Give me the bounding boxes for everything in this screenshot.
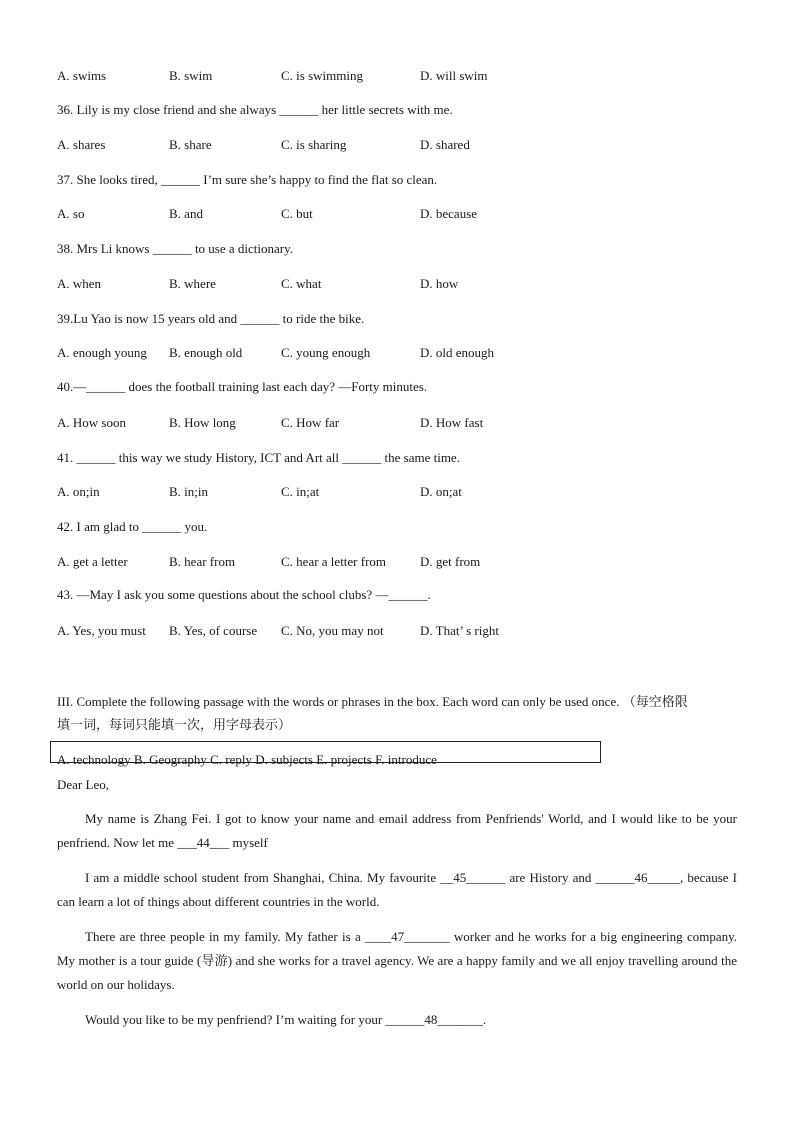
option-b: B. enough old [169,345,243,360]
word-box [50,741,601,767]
q35-options [57,68,617,86]
section-heading-cn: 填一词，每词只能填一次，用字母表示） [57,717,292,732]
option-a: A. enough young [57,345,147,360]
option-d: D. get from [420,554,481,569]
q39-options [57,345,617,363]
option-c: C. in;at [281,484,320,499]
option-c: C. hear a letter from [281,554,387,569]
option-b: B. How long [169,415,236,430]
q40-stem: 40.—______ does the football training last each day? —Forty minutes. [57,379,428,394]
option-d: D. shared [420,137,470,152]
q43-options [57,623,617,641]
option-a: A. Yes, you must [57,623,146,638]
option-a: A. get a letter [57,554,128,569]
letter-paragraph-4: Would you like to be my penfriend? I’m waiting for your ______48_______. [85,1012,487,1027]
q39-stem: 39.Lu Yao is now 15 years old and ______ to ride the bike. [57,311,365,326]
option-c: C. is swimming [281,68,363,83]
word-box-text: A. technology B. Geography C. reply D. subjects E. projects F. introduce [57,752,437,767]
option-d: D. how [420,276,459,291]
q37-stem: 37. She looks tired, ______ I’m sure she’s happy to find the flat so clean. [57,172,438,187]
option-b: B. Yes, of course [169,623,258,638]
q38-stem: 38. Mrs Li knows ______ to use a dictionary. [57,241,294,256]
letter-paragraph-3: There are three people in my family. My father is a ____47_______ worker and he works for a big engineering company. My mother is a tour guide (导游) and she works for a travel agency. We are a happy family and we all enjoy travelling around the world on our holidays. [57,929,738,992]
option-c: C. what [281,276,322,291]
option-b: B. swim [169,68,213,83]
q42-stem: 42. I am glad to ______ you. [57,519,208,534]
option-c: C. How far [281,415,340,430]
q36-stem: 36. Lily is my close friend and she always ______ her little secrets with me. [57,102,453,117]
option-c: C. No, you may not [281,623,384,638]
q41-stem: 41. ______ this way we study History, ICT and Art all ______ the same time. [57,450,460,465]
option-b: B. and [169,206,203,221]
option-b: B. in;in [169,484,209,499]
option-a: A. swims [57,68,107,83]
q42-options [57,554,617,572]
option-d: D. How fast [420,415,484,430]
option-d: D. That’ s right [420,623,499,638]
q43-stem: 43. —May I ask you some questions about the school clubs? —______. [57,587,431,602]
option-d: D. because [420,206,478,221]
letter-greeting: Dear Leo, [57,777,109,792]
option-c: C. is sharing [281,137,347,152]
option-b: B. where [169,276,216,291]
q36-options [57,137,617,155]
option-d: D. will swim [420,68,488,83]
q38-options [57,276,617,294]
option-a: A. when [57,276,102,291]
q40-options [57,415,617,433]
option-c: C. young enough [281,345,371,360]
option-d: D. on;at [420,484,462,499]
option-b: B. hear from [169,554,236,569]
option-d: D. old enough [420,345,495,360]
option-c: C. but [281,206,313,221]
section-heading: III. Complete the following passage with the words or phrases in the box. Each word can only be used once. （每空格限 [57,694,688,709]
option-a: A. shares [57,137,106,152]
option-a: A. How soon [57,415,126,430]
option-a: A. so [57,206,85,221]
q41-options [57,484,617,502]
option-b: B. share [169,137,212,152]
q37-options [57,206,617,224]
letter-paragraph-2: I am a middle school student from Shanghai, China. My favourite __45______ are History and ______46_____, because I can learn a lot of things about different countries in the world. [57,870,737,909]
letter-paragraph-1: My name is Zhang Fei. I got to know your name and email address from Penfriends' World, and I would like to be your penfriend. Now let me ___44___ myself [57,811,737,850]
option-a: A. on;in [57,484,100,499]
